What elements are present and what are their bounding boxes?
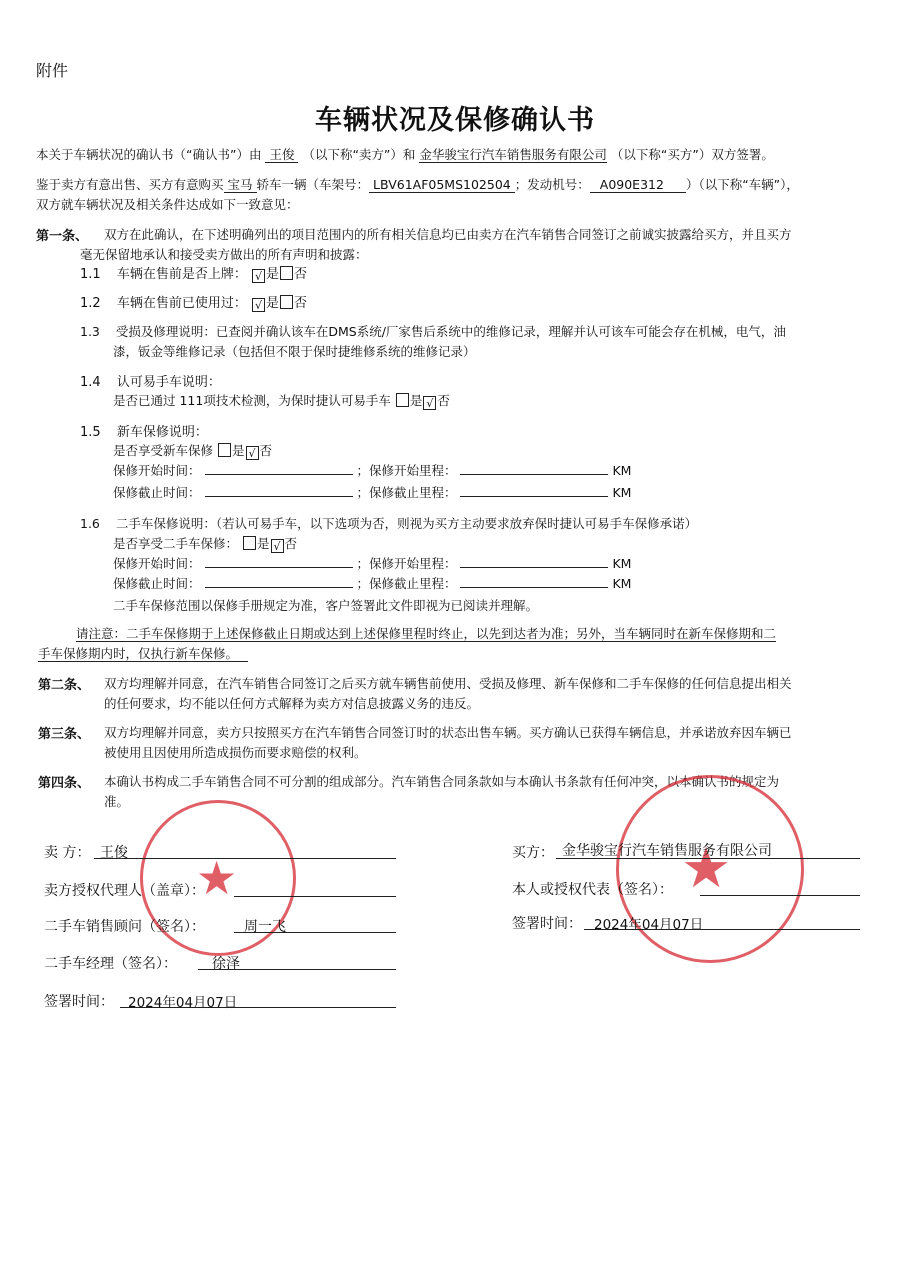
used-yes-checkbox[interactable]: √	[252, 298, 265, 312]
article-1-text: 双方在此确认，在下述明确列出的项目范围内的所有相关信息均已由卖方在汽车销售合同签订之前诚实披露给买方，并且买方	[104, 227, 792, 242]
agent-sign-label: 卖方授权代理人（盖章）：	[44, 883, 205, 899]
field-label: 保修开始时间：	[113, 463, 201, 478]
manager-sign-label: 二手车经理（签名）：	[44, 956, 177, 972]
left-date-label: 签署时间：	[44, 994, 114, 1010]
intro-text: ）（以下称“车辆”），	[685, 177, 799, 192]
buyer-sign-line	[556, 858, 860, 859]
seller-sign-label: 卖 方：	[44, 845, 91, 861]
article-4-text: 准。	[104, 794, 130, 809]
unit-label: KM	[612, 576, 632, 591]
intro-text: （以下称“卖方”）和	[302, 147, 416, 162]
used-warranty-end-time-field[interactable]	[205, 587, 353, 588]
article-4-text: 本确认书构成二手车销售合同不可分割的组成部分。汽车销售合同条款如与本确认书条款有任何冲突，以本确认书的规定为	[104, 774, 780, 789]
new-warranty-end-row	[113, 483, 631, 501]
used-warranty-start-time-field[interactable]	[205, 567, 353, 568]
yes-label: 是	[265, 267, 279, 282]
new-warranty-start-km-field[interactable]	[460, 474, 608, 475]
yes-label: 是	[257, 536, 270, 551]
rep-sign-label: 本人或授权代表（签名）：	[512, 882, 673, 898]
item-number: 1.6	[80, 516, 100, 531]
item-1-6-question	[113, 534, 297, 553]
plate-no-checkbox[interactable]	[280, 266, 293, 280]
star-icon: ★	[681, 836, 732, 901]
item-text: 车辆在售前已使用过：	[116, 296, 247, 311]
item-number: 1.1	[80, 267, 101, 282]
used-warranty-end-row	[113, 574, 631, 592]
intro-text: （以下称“买方”）双方签署。	[610, 147, 774, 162]
item-number: 1.2	[80, 296, 101, 311]
used-warranty-no-checkbox[interactable]: √	[271, 539, 284, 553]
buyer-sign-label: 买方：	[512, 845, 554, 861]
right-date-value: 2024年04月07日	[594, 917, 704, 933]
buyer-company-seal	[616, 775, 804, 963]
used-warranty-end-km-field[interactable]	[460, 587, 608, 588]
unit-label: KM	[612, 556, 632, 571]
item-1-2	[80, 292, 307, 312]
engine-no-field: A090E312	[590, 177, 686, 193]
notice-text: 手车保修期内时，仅执行新车保修。	[38, 646, 248, 662]
buyer-sign-value: 金华骏宝行汽车销售服务有限公司	[562, 843, 772, 859]
used-warranty-start-row	[113, 554, 631, 572]
intro-text: 本关于车辆状况的确认书（“确认书”）由	[36, 147, 262, 162]
item-1-5-question	[113, 441, 272, 460]
notice-text: 请注意：二手车保修期于上述保修截止日期或达到上述保修里程时终止，以先到达者为准；另外，当车辆同时在新车保修期和二	[76, 626, 777, 641]
field-label: 保修开始时间：	[113, 556, 201, 571]
item-number: 1.4	[80, 375, 101, 390]
article-3-label: 第三条、	[38, 727, 91, 742]
unit-label: KM	[612, 463, 632, 478]
intro-text: 轿车一辆（车架号：	[256, 177, 370, 192]
intro-text: ；发动机号：	[514, 177, 590, 192]
no-label: 否	[294, 267, 308, 282]
rep-sign-line[interactable]	[700, 895, 860, 896]
yes-label: 是	[409, 393, 423, 408]
field-label: ；保修开始里程：	[356, 556, 457, 571]
new-warranty-no-checkbox[interactable]: √	[246, 446, 259, 460]
item-text: 车辆在售前是否上牌：	[116, 267, 247, 282]
intro-line-1	[36, 145, 774, 163]
item-title: 新车保修说明：	[116, 425, 208, 440]
page-title: 车辆状况及保修确认书	[315, 105, 595, 136]
article-2-label: 第二条、	[38, 678, 91, 693]
new-warranty-end-time-field[interactable]	[205, 496, 353, 497]
item-text: 是否已通过 111项技术检测，为保时捷认可易手车	[113, 393, 391, 408]
notice-line-1	[76, 626, 776, 642]
left-date-line	[120, 1007, 396, 1008]
unit-label: KM	[612, 485, 632, 500]
field-label: ；保修截止里程：	[356, 576, 457, 591]
field-label: ；保修截止里程：	[356, 485, 457, 500]
no-label: 否	[437, 393, 450, 408]
brand-field: 宝马	[224, 177, 257, 193]
manager-sign-value: 徐泽	[212, 956, 240, 972]
field-label: ；保修开始里程：	[356, 463, 457, 478]
seller-sign-line	[94, 858, 396, 859]
used-no-checkbox[interactable]	[280, 295, 293, 309]
seller-sign-value: 王俊	[100, 845, 128, 861]
agent-sign-line[interactable]	[234, 896, 396, 897]
star-icon: ★	[196, 851, 238, 905]
consultant-sign-label: 二手车销售顾问（签名）：	[44, 919, 205, 935]
item-title: 认可易手车说明：	[116, 375, 221, 390]
certified-no-checkbox[interactable]: √	[423, 396, 436, 410]
yes-label: 是	[265, 296, 279, 311]
certified-yes-checkbox[interactable]	[396, 393, 409, 407]
article-2-text: 的任何要求，均不能以任何方式解释为卖方对信息披露义务的违反。	[104, 696, 480, 711]
right-date-label: 签署时间：	[512, 916, 582, 932]
item-1-1	[80, 263, 307, 283]
item-1-4	[80, 371, 221, 390]
field-label: 保修截止时间：	[113, 485, 201, 500]
consultant-sign-value: 周一飞	[244, 919, 286, 935]
no-label: 否	[259, 443, 273, 458]
consultant-sign-line	[234, 932, 396, 933]
article-2-text: 双方均理解并同意，在汽车销售合同签订之后买方就车辆售前使用、受损及修理、新车保修和二手车保修的任何信息提出相关	[104, 676, 792, 691]
new-warranty-start-row	[113, 461, 631, 479]
field-label: 保修截止时间：	[113, 576, 201, 591]
plate-yes-checkbox[interactable]: √	[252, 269, 265, 283]
article-1-label: 第一条、	[36, 229, 89, 244]
article-3-text: 被使用且因使用所造成损伤而要求赔偿的权利。	[104, 745, 367, 760]
annex-label: 附件	[36, 61, 69, 80]
item-number: 1.5	[80, 425, 101, 440]
no-label: 否	[284, 536, 298, 551]
item-text: 是否享受新车保修	[113, 443, 214, 458]
item-1-6	[80, 514, 697, 532]
article-1-text: 毫无保留地承认和接受卖方做出的所有声明和披露：	[80, 247, 368, 262]
item-1-3	[80, 322, 786, 340]
right-date-line	[584, 929, 860, 930]
buyer-name-field: 金华骏宝行汽车销售服务有限公司	[419, 147, 607, 162]
item-number: 1.3	[80, 324, 100, 339]
new-warranty-start-time-field[interactable]	[205, 474, 353, 475]
used-warranty-yes-checkbox[interactable]	[243, 536, 256, 550]
yes-label: 是	[232, 443, 245, 458]
item-1-4-question	[113, 391, 450, 410]
no-label: 否	[294, 296, 308, 311]
used-warranty-start-km-field[interactable]	[460, 567, 608, 568]
used-warranty-note: 二手车保修范围以保修手册规定为准，客户签署此文件即视为已阅读并理解。	[113, 598, 539, 613]
vin-field: LBV61AF05MS102504	[369, 177, 515, 193]
item-text: 是否享受二手车保修：	[113, 536, 239, 551]
intro-line-2	[36, 175, 799, 193]
intro-line-3: 双方就车辆状况及相关条件达成如下一致意见：	[36, 197, 299, 212]
manager-sign-line	[198, 969, 396, 970]
left-date-value: 2024年04月07日	[128, 995, 238, 1011]
new-warranty-yes-checkbox[interactable]	[218, 443, 231, 457]
article-3-text: 双方均理解并同意，卖方只按照买方在汽车销售合同签订时的状态出售车辆。买方确认已获得车辆信息，并承诺放弃因车辆已	[104, 725, 792, 740]
item-1-5	[80, 421, 208, 440]
intro-text: 鉴于卖方有意出售、买方有意购买	[36, 177, 224, 192]
item-text: 受损及修理说明：已查阅并确认该车在DMS系统/厂家售后系统中的维修记录，理解并认可该车可能会存在机械，电气，油	[115, 324, 786, 339]
item-title: 二手车保修说明：（若认可易手车，以下选项为否，则视为买方主动要求放弃保时捷认可易手车保修承诺）	[115, 516, 698, 531]
article-4-label: 第四条、	[38, 776, 91, 791]
item-1-3-cont: 漆，钣金等维修记录（包括但不限于保时捷维修系统的维修记录）	[113, 344, 476, 359]
notice-line-2	[38, 646, 248, 662]
seller-name-field: 王俊	[265, 147, 298, 163]
new-warranty-end-km-field[interactable]	[460, 496, 608, 497]
